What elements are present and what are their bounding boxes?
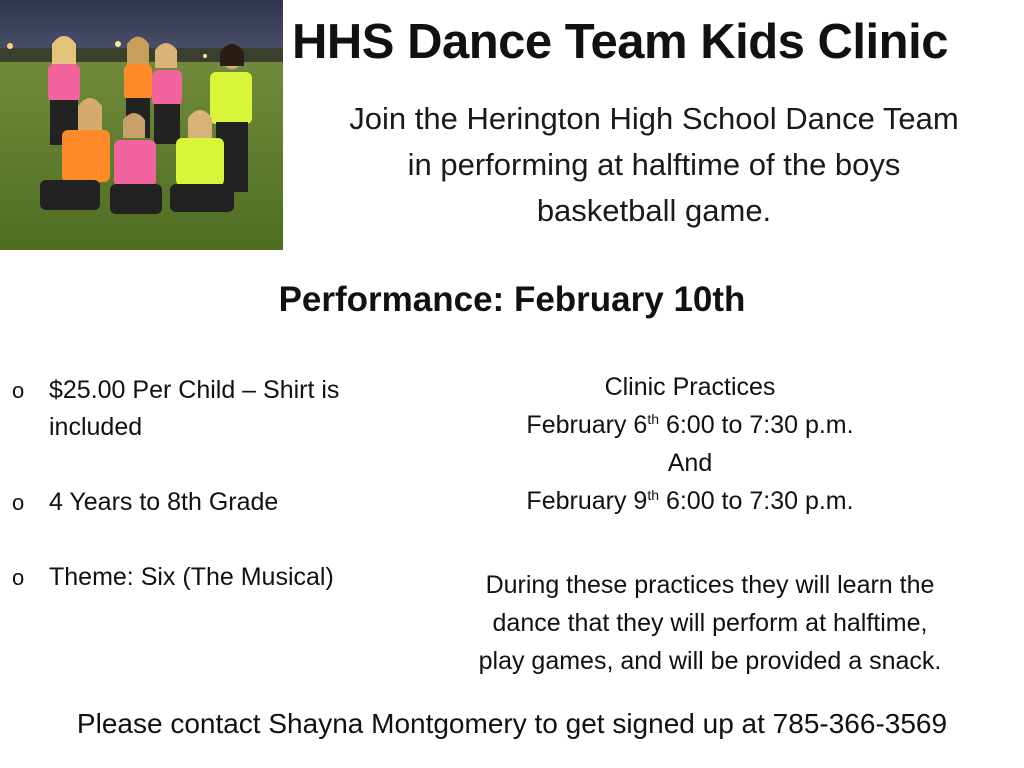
list-item <box>12 559 392 596</box>
description-line: During these practices they will learn the <box>485 571 935 599</box>
performance-date: Performance: February 10th <box>278 280 746 319</box>
practice-date-second <box>460 482 920 520</box>
practice-day: February 6 <box>526 411 648 439</box>
bullet-circle-icon: o <box>12 378 25 403</box>
subtitle-line: Join the Herington High School Dance Team <box>349 101 959 136</box>
bullet-circle-icon: o <box>12 490 25 515</box>
practice-time: 6:00 to 7:30 p.m. <box>659 411 854 439</box>
practice-time: 6:00 to 7:30 p.m. <box>659 487 854 515</box>
ordinal-suffix: th <box>647 487 659 503</box>
description-line: play games, and will be provided a snack. <box>478 647 942 675</box>
practice-day: February 9 <box>526 487 648 515</box>
practice-description <box>425 566 995 680</box>
clinic-practices <box>460 368 920 520</box>
subtitle <box>298 96 1010 234</box>
practices-joiner: And <box>667 449 713 477</box>
list-item <box>12 484 392 521</box>
list-item-text: 4 Years to 8th Grade <box>49 488 279 516</box>
list-item <box>12 372 392 446</box>
bullet-circle-icon: o <box>12 565 25 590</box>
subtitle-line: basketball game. <box>536 193 772 228</box>
subtitle-line: in performing at halftime of the boys <box>407 147 901 182</box>
ordinal-suffix: th <box>647 411 659 427</box>
dance-team-photo <box>0 0 283 250</box>
description-line: dance that they will perform at halftime, <box>492 609 928 637</box>
practices-heading: Clinic Practices <box>604 373 776 401</box>
practice-date-first <box>460 406 920 444</box>
list-item-text: $25.00 Per Child – Shirt is included <box>49 376 340 441</box>
page-title: HHS Dance Team Kids Clinic <box>292 15 948 69</box>
details-list <box>12 372 392 634</box>
contact-info: Please contact Shayna Montgomery to get signed up at 785-366-3569 <box>76 708 948 739</box>
list-item-text: Theme: Six (The Musical) <box>49 563 334 591</box>
